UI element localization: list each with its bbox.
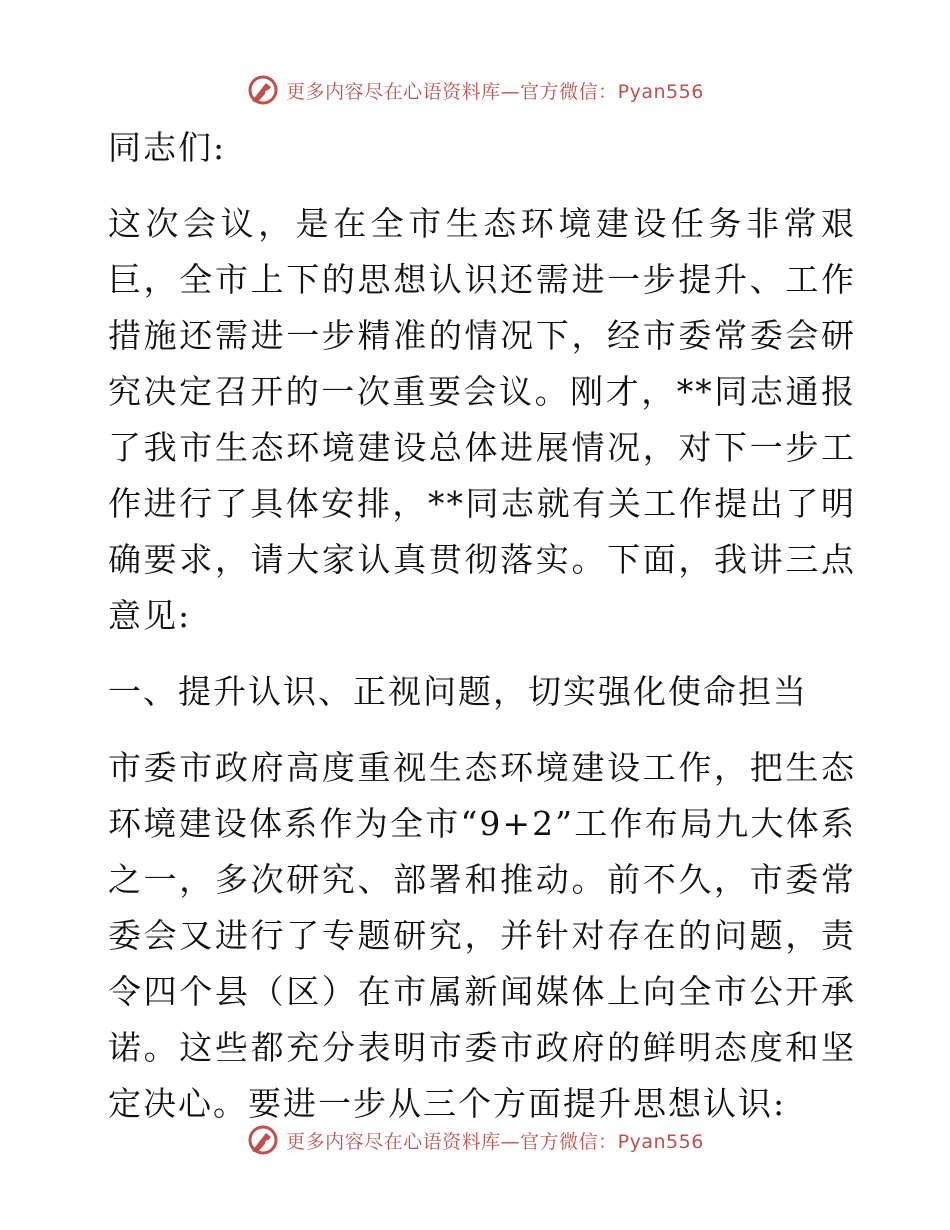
- banner-text: 更多内容尽在心语资料库—官方微信：Pyan556: [286, 80, 704, 103]
- paragraph-intro: 这次会议，是在全市生态环境建设任务非常艰巨，全市上下的思想认识还需进一步提升、工作措施还需进一步精准的情况下，经市委常委会研究决定召开的一次重要会议。刚才，**同志通报了我市生态环境建设总体进展情况，对下一步工作进行了具体安排，**同志就有关工作提出了明确要求，请大家认真贯彻落实。下面，我讲三点意见:: [108, 204, 856, 635]
- pen-circle-logo-icon: [246, 73, 280, 107]
- salutation: 同志们:: [108, 128, 227, 167]
- section-heading-1: 一、提升认识、正视问题，切实强化使命担当: [108, 672, 808, 711]
- document-body: [96, 120, 856, 1152]
- header-banner: [0, 70, 950, 110]
- footer-banner: [0, 1120, 950, 1160]
- paragraph-section-1: 市委市政府高度重视生态环境建设工作，把生态环境建设体系作为全市“9+2”工作布局九大体系之一，多次研究、部署和推动。前不久，市委常委会又进行了专题研究，并针对存在的问题，责令四个县（区）在市属新闻媒体上向全市公开承诺。这些都充分表明市委市政府的鲜明态度和坚定决心。要进一步从三个方面提升思想认识:: [108, 748, 856, 1123]
- banner-text: 更多内容尽在心语资料库—官方微信：Pyan556: [286, 1130, 704, 1153]
- pen-circle-logo-icon: [246, 1123, 280, 1157]
